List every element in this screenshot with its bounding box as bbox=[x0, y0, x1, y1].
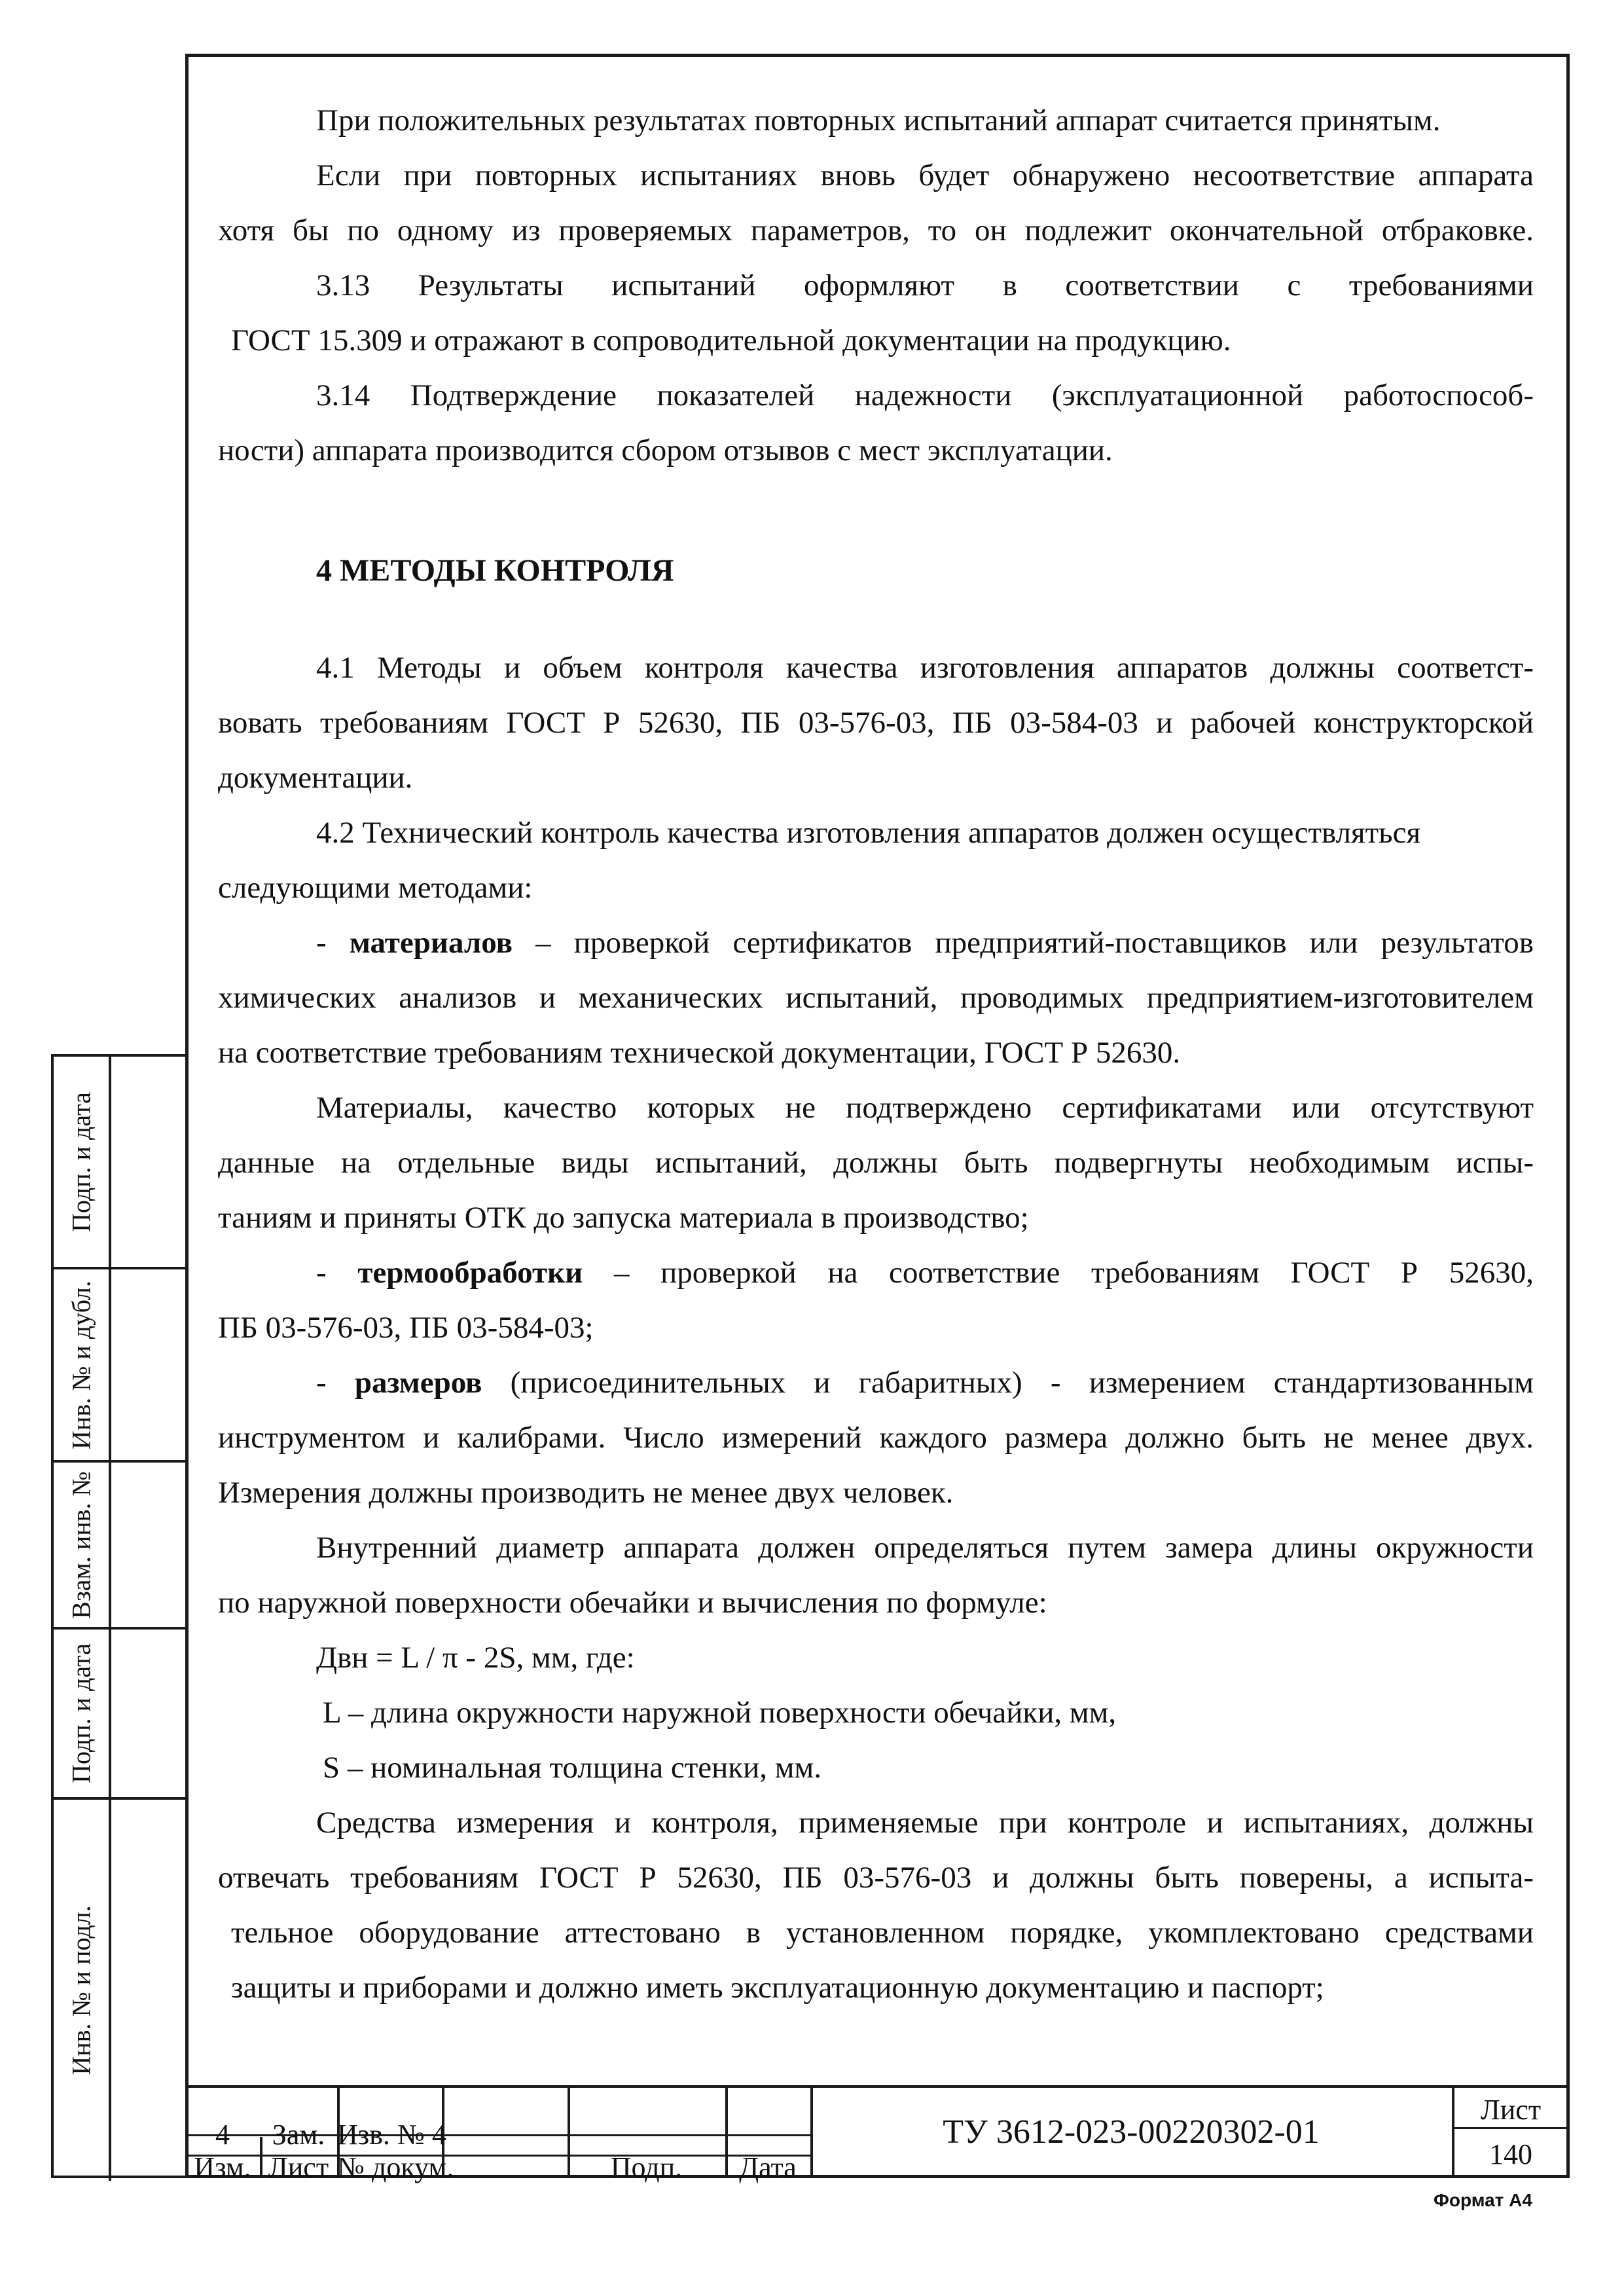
side-stamp bbox=[51, 1054, 185, 2178]
body-line: отвечать требованиям ГОСТ Р 52630, ПБ 03-576-03 и должны быть поверены, а испыта- bbox=[218, 1861, 1534, 1895]
change-number: 4 bbox=[215, 2119, 230, 2151]
body-line: ПБ 03-576-03, ПБ 03-584-03; bbox=[218, 1311, 594, 1345]
body-line: хотя бы по одному из проверяемых параметров, то он подлежит окончательной отбраковке. bbox=[218, 213, 1534, 247]
line-segment: - bbox=[316, 1366, 355, 1400]
bold-term: размеров bbox=[354, 1366, 482, 1400]
body-line: Средства измерения и контроля, применяемые при контроле и испытаниях, должны bbox=[316, 1806, 1534, 1840]
side-stamp-cell bbox=[54, 1463, 188, 1630]
body-line: по наружной поверхности обечайки и вычисления по формуле: bbox=[218, 1586, 1047, 1620]
line-segment: - bbox=[316, 1256, 358, 1290]
body-line: 4.1 Методы и объем контроля качества изготовления аппаратов должны соответст- bbox=[316, 651, 1534, 685]
body-line: ности) аппарата производится сбором отзывов с мест эксплуатации. bbox=[218, 433, 1113, 467]
side-stamp-label: Подп. и дата bbox=[66, 1643, 96, 1783]
body-line: S – номинальная толщина стенки, мм. bbox=[323, 1751, 821, 1785]
body-line: химических анализов и механических испытаний, проводимых предприятием-изготовителем bbox=[218, 981, 1534, 1015]
body-line: 3.14 Подтверждение показателей надежности (эксплуатационной работоспособ- bbox=[316, 378, 1534, 412]
body-line bbox=[218, 1364, 1534, 1401]
body-line: Если при повторных испытаниях вновь будет обнаружено несоответствие аппарата bbox=[316, 158, 1534, 192]
body-line: При положительных результатах повторных испытаний аппарат считается принятым. bbox=[316, 103, 1441, 137]
title-block bbox=[185, 2085, 1570, 2183]
header-data: Дата bbox=[739, 2151, 797, 2183]
body-line: 4.2 Технический контроль качества изготовления аппаратов должен осуществляться bbox=[316, 816, 1421, 850]
header-podp: Подп. bbox=[610, 2151, 683, 2183]
body-line: таниям и приняты ОТК до запуска материала в производство; bbox=[218, 1201, 1029, 1235]
body-line bbox=[218, 1254, 1534, 1291]
side-stamp-cell bbox=[54, 1800, 188, 2181]
section-heading: 4 МЕТОДЫ КОНТРОЛЯ bbox=[316, 553, 674, 588]
body-line: Измерения должны производить не менее двух человек. bbox=[218, 1476, 954, 1510]
body-line: L – длина окружности наружной поверхности обечайки, мм, bbox=[323, 1696, 1117, 1730]
sheet-label: Лист bbox=[1480, 2094, 1542, 2126]
side-stamp-cell bbox=[54, 1269, 188, 1463]
sheet-number: 140 bbox=[1489, 2138, 1532, 2170]
body-line: вовать требованиям ГОСТ Р 52630, ПБ 03-576-03, ПБ 03-584-03 и рабочей конструкторской bbox=[218, 706, 1534, 740]
side-stamp-cell bbox=[54, 1630, 188, 1800]
line-segment: – проверкой сертификатов предприятий-поставщиков или результатов bbox=[512, 926, 1534, 960]
line-segment: - bbox=[316, 926, 350, 960]
line-segment: (присоединительных и габаритных) - измерением стандартизованным bbox=[482, 1366, 1534, 1400]
side-stamp-label: Инв. № и дубл. bbox=[66, 1280, 96, 1449]
body-line: защиты и приборами и должно иметь эксплуатационную документацию и паспорт; bbox=[231, 1971, 1324, 2005]
body-line: данные на отдельные виды испытаний, должны быть подвергнуты необходимым испы- bbox=[218, 1146, 1534, 1180]
header-list: Лист bbox=[268, 2151, 329, 2183]
body-line: ГОСТ 15.309 и отражают в сопроводительной документации на продукцию. bbox=[231, 323, 1231, 357]
header-doc: № докум. bbox=[337, 2151, 454, 2183]
side-stamp-label: Инв. № и подл. bbox=[66, 1905, 96, 2075]
change-doc: Изв. № 4 bbox=[337, 2119, 446, 2151]
body-line: на соответствие требованиям технической документации, ГОСТ Р 52630. bbox=[218, 1036, 1181, 1070]
side-stamp-label: Подп. и дата bbox=[66, 1091, 96, 1232]
change-sheet: Зам. bbox=[272, 2119, 325, 2151]
format-label: Формат А4 bbox=[1434, 2190, 1532, 2210]
side-stamp-cell bbox=[54, 1057, 188, 1269]
body-line: Внутренний диаметр аппарата должен определяться путем замера длины окружности bbox=[316, 1531, 1534, 1565]
body-line: следующими методами: bbox=[218, 871, 533, 905]
bold-term: материалов bbox=[349, 926, 513, 960]
header-izm: Изм. bbox=[194, 2151, 251, 2183]
body-line: тельное оборудование аттестовано в установленном порядке, укомплектовано средствами bbox=[231, 1916, 1534, 1950]
body-line bbox=[218, 924, 1534, 961]
body-line: инструментом и калибрами. Число измерений каждого размера должно быть не менее двух. bbox=[218, 1421, 1534, 1455]
bold-term: термообработки bbox=[357, 1256, 583, 1290]
side-stamp-label: Взам. инв. № bbox=[66, 1470, 96, 1619]
line-segment: – проверкой на соответствие требованиям ГОСТ Р 52630, bbox=[583, 1256, 1534, 1290]
body-line: Материалы, качество которых не подтверждено сертификатами или отсутствуют bbox=[316, 1091, 1534, 1125]
body-line: Двн = L / π - 2S, мм, где: bbox=[316, 1641, 635, 1675]
body-line: документации. bbox=[218, 761, 413, 795]
document-code: ТУ 3612-023-00220302-01 bbox=[943, 2113, 1320, 2151]
body-line: 3.13 Результаты испытаний оформляют в соответствии с требованиями bbox=[316, 268, 1534, 302]
